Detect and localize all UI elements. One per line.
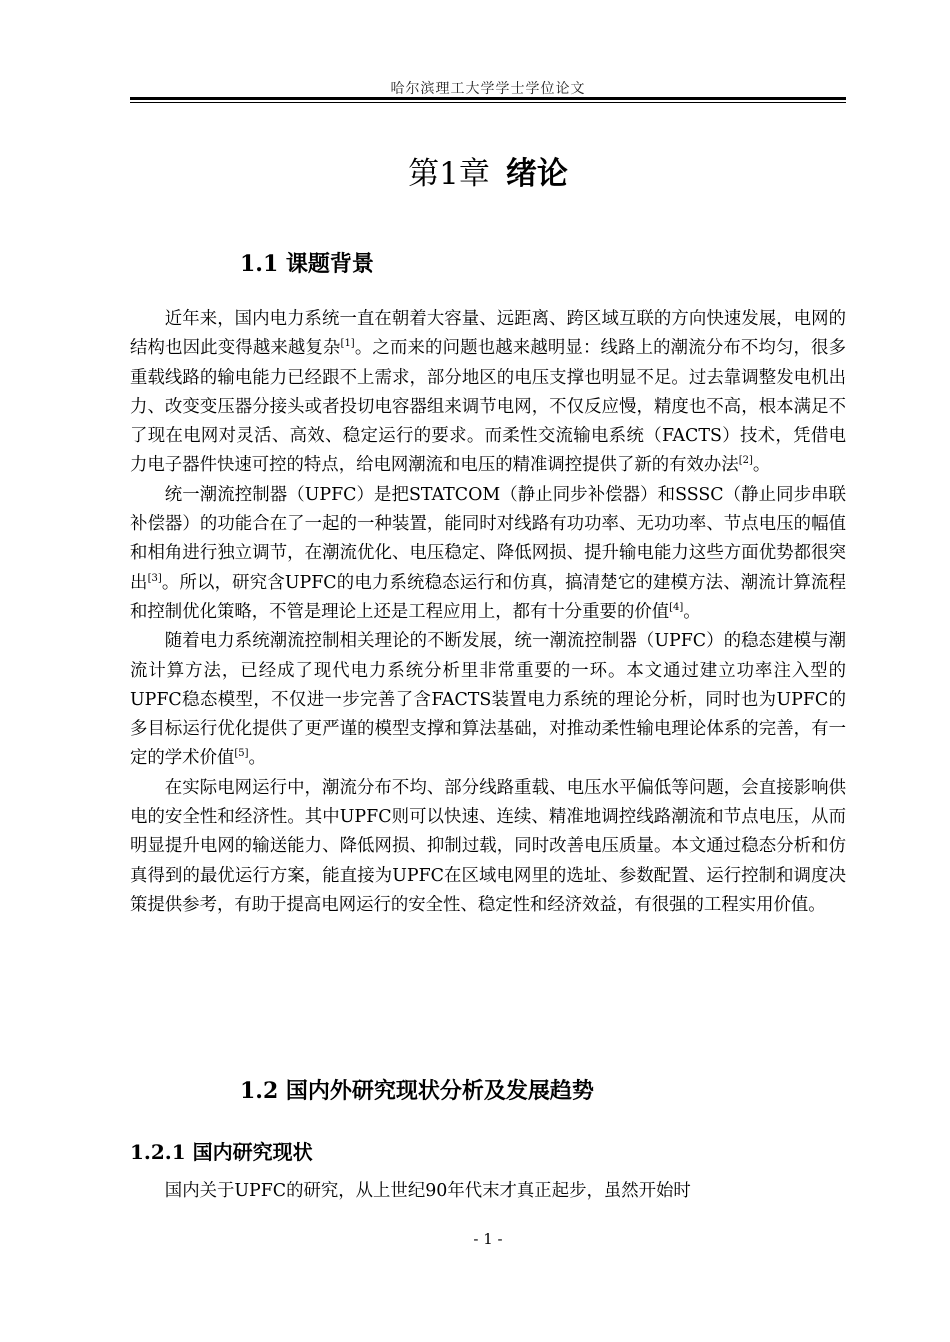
paragraph-text: 。 xyxy=(752,455,771,476)
section-heading-1-1: 1.1 课题背景 xyxy=(240,251,374,277)
citation: [4] xyxy=(669,602,684,614)
paragraph-1 xyxy=(130,305,846,481)
paragraph-3 xyxy=(130,627,846,773)
body-text xyxy=(130,305,846,920)
paragraph-5: 国内关于UPFC的研究，从上世纪90年代末才真正起步，虽然开始时 xyxy=(164,1181,691,1201)
paragraph-text: 。 xyxy=(248,748,266,769)
paragraph-text: 近年来，国内电力系统一直在朝着大容量、远距离、跨区域互联的方向快速发展，电网的结构也因此变得越来越复杂 xyxy=(130,309,846,359)
chapter-number: 第1章 xyxy=(408,156,490,192)
paragraph-text: 。 xyxy=(683,601,701,622)
citation: [2] xyxy=(738,455,753,467)
chapter-title xyxy=(130,152,846,196)
running-header: 哈尔滨理工大学学士学位论文 xyxy=(390,81,586,97)
header-rule-thin xyxy=(130,102,846,103)
subsection-heading-1-2-1: 1.2.1 国内研究现状 xyxy=(130,1140,313,1164)
citation: [5] xyxy=(234,748,249,760)
paragraph-text: 。之而来的问题也越来越明显：线路上的潮流分布不均匀，很多重载线路的输电能力已经跟不上需求，部分地区的电压支撑也明显不足。过去靠调整发电机出力、改变变压器分接头或者投切电容器组来调节电网，不仅反应慢，精度也不高，根本满足不了现在电网对灵活、高效、稳定运行的要求。而柔性交流输电系统（FACTS）技术，凭借电力电子器件快速可控的特点，给电网潮流和电压的精准调控提供了新的有效办法 xyxy=(130,338,846,476)
chapter-name: 绪论 xyxy=(505,156,568,192)
citation: [3] xyxy=(147,572,162,584)
header-rule-thick xyxy=(130,97,846,100)
section-heading-1-2: 1.2 国内外研究现状分析及发展趋势 xyxy=(240,1078,594,1104)
page-number: - 1 - xyxy=(473,1230,503,1248)
paragraph-text: 统一潮流控制器（UPFC）是把STATCOM（静止同步补偿器）和SSSC（静止同步串联补偿器）的功能合在了一起的一种装置，能同时对线路有功功率、无功功率、节点电压的幅值和相角进行独立调节，在潮流优化、电压稳定、降低网损、提升输电能力这些方面优势都很突出 xyxy=(130,484,846,593)
paragraph-2 xyxy=(130,481,846,627)
paragraph-text: 。所以，研究含UPFC的电力系统稳态运行和仿真，搞清楚它的建模方法、潮流计算流程和控制优化策略，不管是理论上还是工程应用上，都有十分重要的价值 xyxy=(130,572,846,622)
paragraph-text: 随着电力系统潮流控制相关理论的不断发展，统一潮流控制器（UPFC）的稳态建模与潮流计算方法，已经成了现代电力系统分析里非常重要的一环。本文通过建立功率注入型的UPFC稳态模型，不仅进一步完善了含FACTS装置电力系统的理论分析，同时也为UPFC的多目标运行优化提供了更严谨的模型支撑和算法基础，对推动柔性输电理论体系的完善，有一定的学术价值 xyxy=(130,631,846,769)
paragraph-text: 在实际电网运行中，潮流分布不均、部分线路重载、电压水平偏低等问题，会直接影响供电的安全性和经济性。其中UPFC则可以快速、连续、精准地调控线路潮流和节点电压，从而明显提升电网的输送能力、降低网损、抑制过载，同时改善电压质量。本文通过稳态分析和仿真得到的最优运行方案，能直接为UPFC在区域电网里的选址、参数配置、运行控制和调度决策提供参考，有助于提高电网运行的安全性、稳定性和经济效益，有很强的工程实用价值。 xyxy=(130,777,846,915)
citation: [1] xyxy=(340,338,355,350)
paragraph-4 xyxy=(130,774,846,920)
